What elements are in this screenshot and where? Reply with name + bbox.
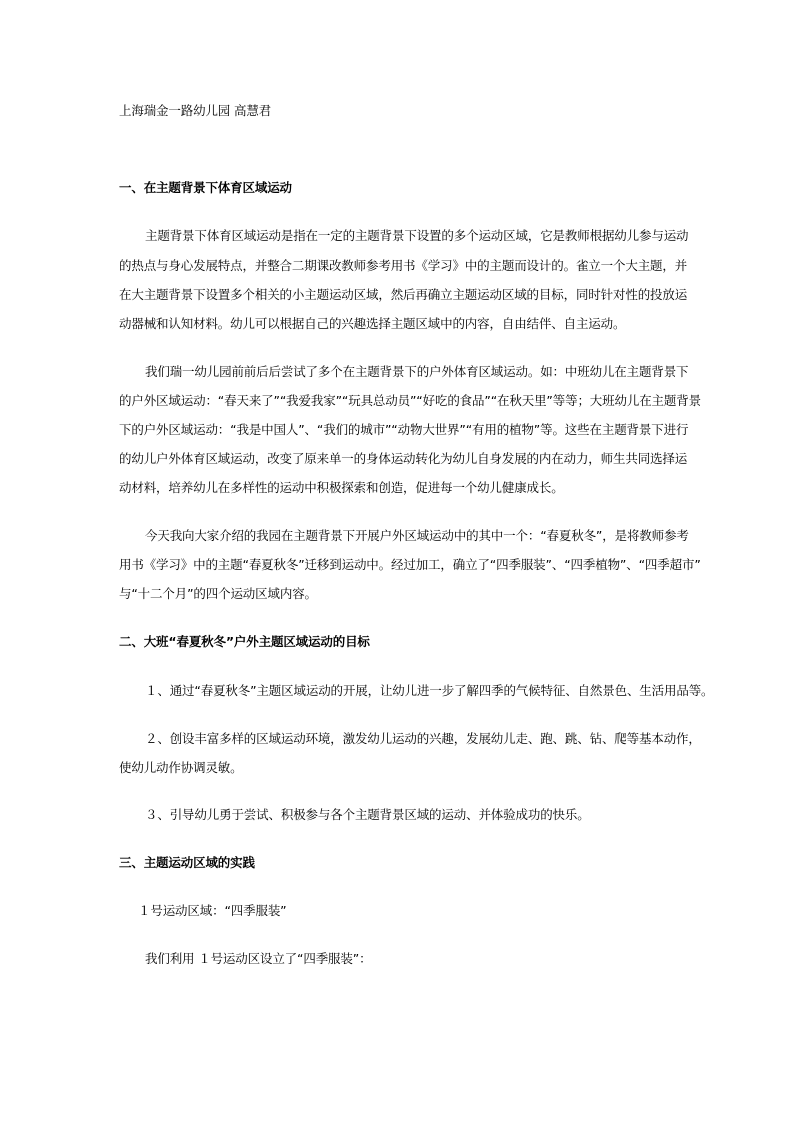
section1-para1-line1: 主题背景下体育区域运动是指在一定的主题背景下设置的多个运动区域，它是教师根据幼儿参与运动 [145, 228, 689, 243]
section1-para3-line1: 今天我向大家介绍的我园在主题背景下开展户外区域运动中的其中一个：“春夏秋冬”，是将教师参考 [145, 528, 689, 543]
section1-para3-line2: 用书《学习》中的主题“春夏秋冬”迁移到运动中。经过加工，确立了“四季服装”、“四季植物”、“四季超市” [119, 557, 701, 572]
section3-heading: 三、主题运动区域的实践 [119, 855, 255, 870]
section1-para1-line3: 在大主题背景下设置多个相关的小主题运动区域，然后再确立主题运动区域的目标，同时针对性的投放运 [119, 287, 688, 302]
section1-para2-line2: 的户外区域运动：“春天来了”“我爱我家”“玩具总动员”“好吃的食品”“在秋天里”等等；大班幼儿在主题背景 [119, 393, 701, 408]
author-line: 上海瑞金一路幼儿园 高慧君 [119, 103, 272, 118]
section1-heading: 一、在主题背景下体育区域运动 [119, 180, 292, 195]
section1-para2-line5: 动材料，培养幼儿在多样性的运动中积极探索和创造，促进每一个幼儿健康成长。 [119, 480, 564, 495]
section2-goal2-line2: 使幼儿动作协调灵敏。 [119, 760, 243, 775]
section1-para2-line4: 的幼儿户外体育区域运动，改变了原来单一的身体运动转化为幼儿自身发展的内在动力，师生共同选择运 [119, 451, 688, 466]
section2-goal2-line1: ２、创设丰富多样的区域运动环境，激发幼儿运动的兴趣，发展幼儿走、跑、跳、钻、爬等基本动作， [145, 731, 701, 746]
section1-para3-line3: 与“十二个月”的四个运动区域内容。 [119, 586, 317, 601]
section1-para2-line3: 下的户外区域运动：“我是中国人”、“我们的城市”“动物大世界”“有用的植物”等。这些在主题背景下进行 [119, 422, 689, 437]
section1-para1-line4: 动器械和认知材料。幼儿可以根据自己的兴趣选择主题区域中的内容，自由结伴、自主运动。 [119, 316, 626, 331]
section3-area1-title: １号运动区域：“四季服装” [138, 903, 287, 918]
section1-para1-line2: 的热点与身心发展特点，并整合二期课改教师参考用书《学习》中的主题而设计的。雀立一个大主题，并 [119, 258, 688, 273]
section1-para2-line1: 我们瑞一幼儿园前前后后尝试了多个在主题背景下的户外体育区域运动。如：中班幼儿在主题背景下 [145, 364, 689, 379]
section3-area1-text: 我们利用 １号运动区设立了“四季服装”： [145, 951, 372, 966]
section2-goal3: ３、引导幼儿勇于尝试、积极参与各个主题背景区域的运动、并体验成功的快乐。 [145, 807, 590, 822]
section2-heading: 二、大班“春夏秋冬”户外主题区域运动的目标 [119, 634, 370, 649]
section2-goal1: １、通过“春夏秋冬”主题区域运动的开展，让幼儿进一步了解四季的气候特征、自然景色、生活用品等。 [145, 683, 714, 698]
